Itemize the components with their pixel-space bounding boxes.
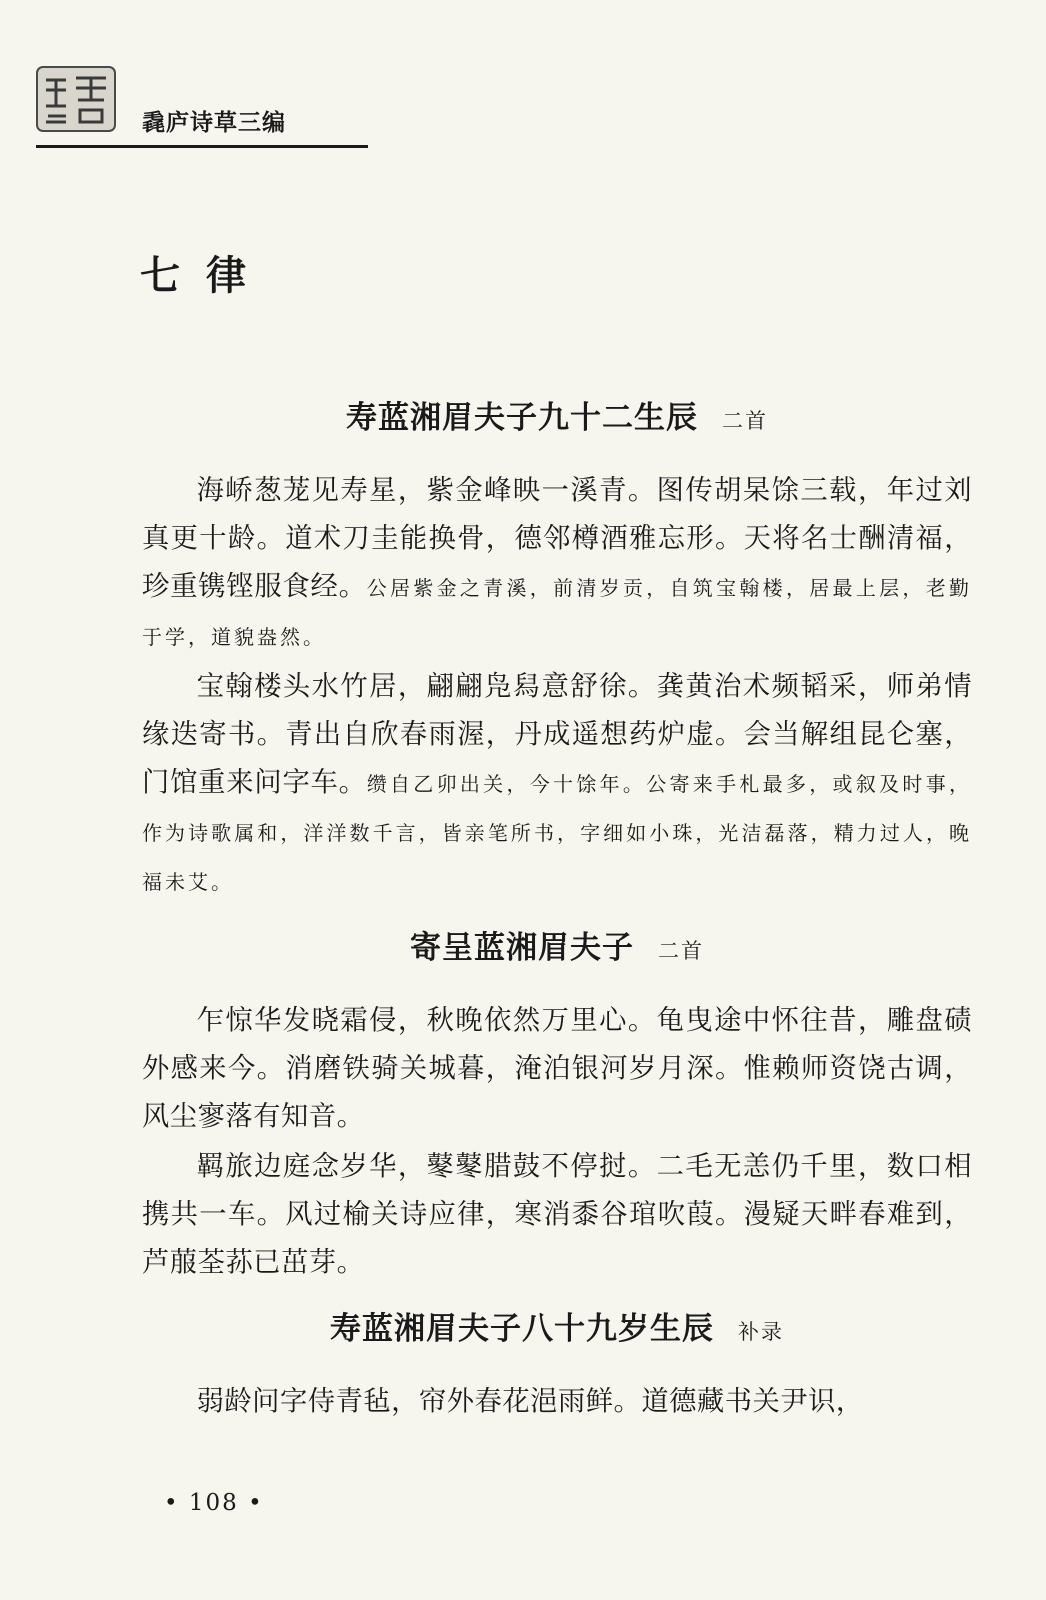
poem bbox=[142, 922, 972, 1287]
running-title: 毳庐诗草三编 bbox=[142, 110, 286, 136]
poem bbox=[142, 1303, 972, 1426]
poem-note: 二首 bbox=[658, 939, 704, 963]
poem-note: 二首 bbox=[722, 409, 768, 433]
poem-stanza: 宝翰楼头水竹居，翩翩凫舄意舒徐。龚黄治术频韬采，师弟情缘迭寄书。青出自欣春雨渥，丹成遥想药炉虚。会当解组昆仑塞，门馆重来问字车。缵自乙卯出关，今十馀年。公寄来手札最多，或叙及时事，作为诗歌属和，洋洋数千言，皆亲笔所书，字细如小珠，光洁磊落，精力过人，晚福未艾。 bbox=[142, 671, 973, 894]
poems-content bbox=[142, 392, 972, 1428]
section-title: 七律 bbox=[140, 252, 272, 299]
annotation: 缵自乙卯出关，今十馀年。公寄来手札最多，或叙及时事，作为诗歌属和，洋洋数千言，皆亲笔所书，字细如小珠，光洁磊落，精力过人，晚福未艾。 bbox=[142, 772, 973, 894]
poem-title: 寿蓝湘眉夫子八十九岁生辰 补录 bbox=[330, 1311, 784, 1347]
poem-title: 寄呈蓝湘眉夫子 二首 bbox=[410, 930, 704, 966]
annotation: 公居紫金之青溪，前清岁贡，自筑宝翰楼，居最上层，老勤于学，道貌盎然。 bbox=[142, 576, 973, 649]
poem-note: 补录 bbox=[738, 1320, 784, 1344]
poem-stanza: 海峤葱茏见寿星，紫金峰映一溪青。图传胡杲馀三载，年过刘真更十龄。道术刀圭能换骨，德邻樽酒雅忘形。天将名士酬清福，珍重镌铿服食经。公居紫金之青溪，前清岁贡，自筑宝翰楼，居最上层，老勤于学，道貌盎然。 bbox=[142, 475, 973, 649]
poem bbox=[142, 392, 972, 906]
poem-stanza: 乍惊华发晓霜侵，秋晚依然万里心。龟曳途中怀往昔，雕盘碛外感来今。消磨铁骑关城暮，淹泊银河岁月深。惟赖师资饶古调，风尘寥落有知音。 bbox=[142, 1005, 972, 1132]
header-rule bbox=[36, 145, 368, 148]
poem-stanza: 羁旅边庭念岁华，鼕鼕腊鼓不停挝。二毛无恙仍千里，数口相携共一车。风过榆关诗应律，寒消黍谷琯吹葭。漫疑天畔春难到，芦菔荃荪已茁芽。 bbox=[142, 1151, 972, 1278]
seal-stamp-icon bbox=[36, 66, 116, 132]
poem-stanza: 弱龄问字侍青毡，帘外春花浥雨鲜。道德藏书关尹识， bbox=[196, 1386, 864, 1417]
poem-title: 寿蓝湘眉夫子九十二生辰 二首 bbox=[346, 400, 768, 436]
page-number: • 108 • bbox=[164, 1490, 264, 1516]
